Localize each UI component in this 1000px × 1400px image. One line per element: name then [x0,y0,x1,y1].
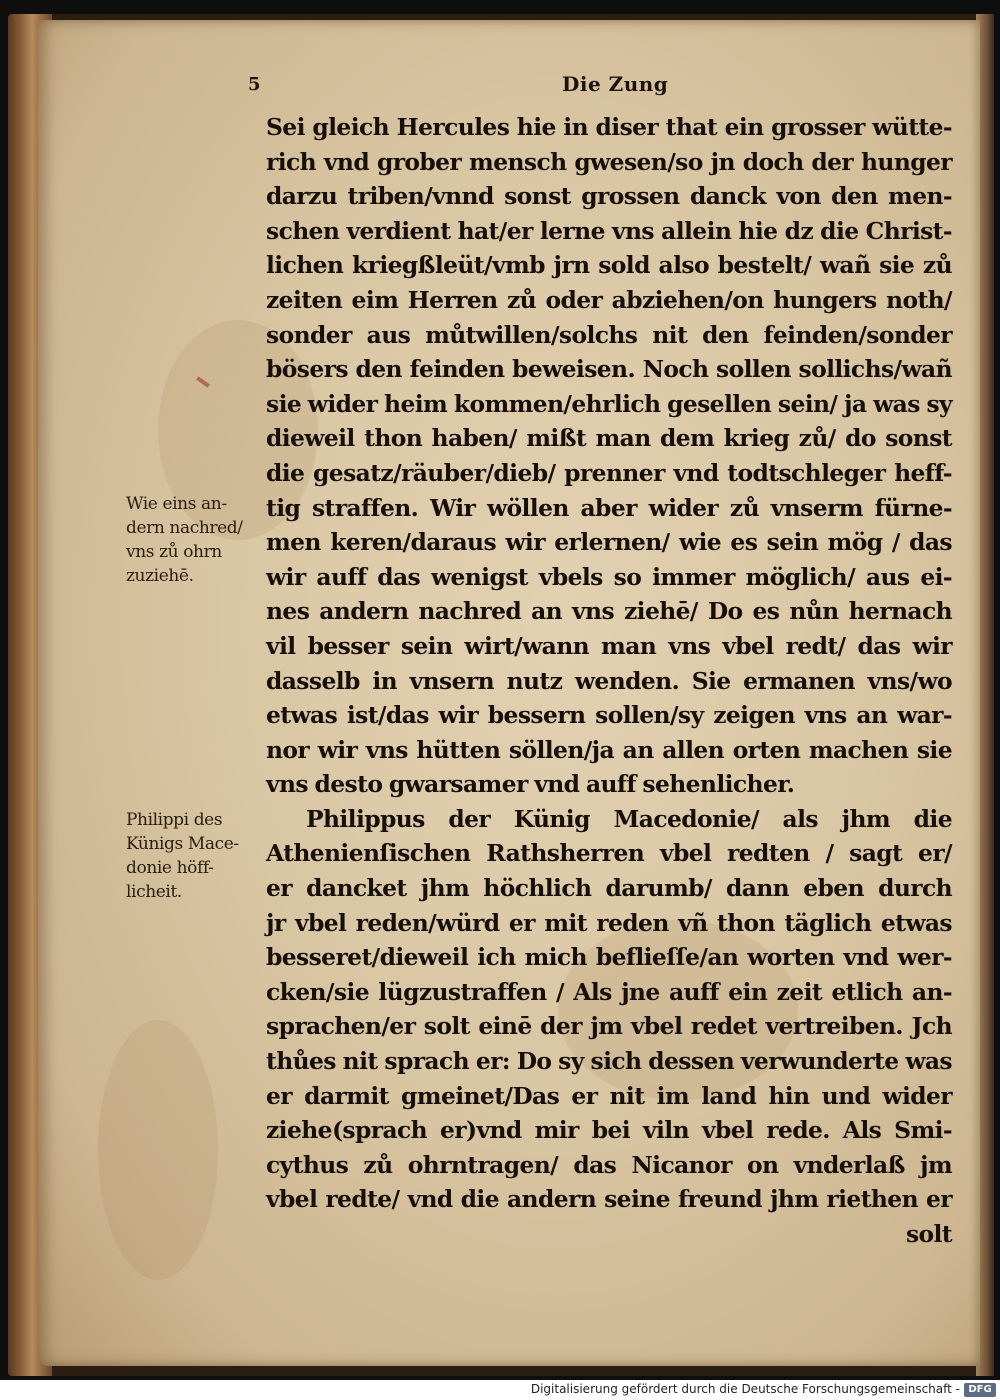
text-line: sie wider heim kommen/ehrlich gesellen sein/ ja was sy [266,389,952,418]
text-line: er dancket jhm höchlich darumb/ dann eben durch [266,874,952,903]
text-line: Sei gleich Hercules hie in diser that ein grosser wütte- [266,113,952,141]
book-scan [8,14,994,1376]
text-line: schen verdient hat/er lerne vns allein hie dz die Christ- [266,216,952,245]
text-line: wir auff das wenigst vbels so immer möglich/ aus ei- [266,562,952,591]
text-line: nes andern nachred an vns ziehē/ Do es nůn hernach [266,597,952,626]
margin-note-line: Philippi des [126,810,223,830]
margin-note-line: vns zů ohrn [126,542,222,562]
margin-note [126,808,291,904]
margin-note-line: Künigs Mace- [126,834,239,854]
margin-note-line: donie höff- [126,858,214,878]
text-line: etwas ist/das wir bessern sollen/sy zeigen vns an war- [266,701,952,730]
body-text [266,110,952,1252]
text-line: vbel redte/ vnd die andern seine freund jhm riethen er [266,1185,952,1214]
margin-note-line: licheit. [126,882,182,902]
text-line: sonder aus můtwillen/solchs nit den feinden/sonder [266,320,952,349]
text-line: rich vnd grober mensch gwesen/so jn doch der hunger [266,147,952,176]
margin-note [126,492,291,588]
running-head [248,72,938,102]
dfg-logo: DFG [964,1383,996,1397]
text-line: sprachen/er solt einē der jm vbel redet vertreiben. Jch [266,1012,952,1041]
text-line: Philippus der Künig Macedonie/ als jhm die [306,804,952,833]
text-line: tig straffen. Wir wöllen aber wider zů vnserm fürne- [266,493,952,522]
footer-bar [0,1380,1000,1400]
text-line: jr vbel reden/würd er mit reden vñ thon täglich etwas [266,908,952,937]
text-line: thůes nit sprach er: Do sy sich dessen verwunderte was [266,1047,952,1076]
catchword: solt [905,1220,952,1248]
text-line: lichen kriegßleüt/vmb jrn sold also bestelt/ wañ sie zů [266,251,952,280]
text-line: dieweil thon haben/ mißt man dem krieg zů/ do sonst [266,424,952,453]
page-number: 5 [248,74,261,95]
margin-note-line: dern nachred/ [126,518,243,538]
text-line: dasselb in vnsern nutz wenden. Sie ermanen vns/wo [266,666,952,695]
margin-note-line: zuziehē. [126,566,194,586]
running-title: Die Zung [562,72,669,96]
text-line: vns desto gwarsamer vnd auff sehenlicher. [266,770,795,799]
text-line: darzu triben/vnnd sonst grossen danck von den men- [266,182,952,211]
funding-credit: Digitalisierung gefördert durch die Deutsche Forschungsgemeinschaft - [530,1382,960,1396]
text-line: zeiten eim Herren zů oder abziehen/on hungers noth/ [266,285,952,314]
text-line: er darmit gmeinet/Das er nit im land hin und wider [266,1081,952,1110]
text-line: nor wir vns hütten söllen/ja an allen orten machen sie [266,735,952,764]
text-line: Athenienſischen Rathsherren vbel redten / sagt er/ [266,839,952,868]
text-line: ziehe(sprach er)vnd mir bei viln vbel rede. Als Smi- [266,1116,952,1145]
text-line: men keren/daraus wir erlernen/ wie es sein mög / das [266,528,952,557]
text-line: bösers den feinden beweisen. Noch sollen sollichs/wañ [266,355,952,384]
text-line: vil besser sein wirt/wann man vns vbel redt/ das wir [266,631,952,660]
text-line: besseret/dieweil ich mich beflieſſe/an worten vnd wer- [266,943,952,972]
text-line: cythus zů ohrntragen/ das Nicanor on vnderlaß jm [266,1150,952,1179]
margin-note-line: Wie eins an- [126,494,227,514]
text-line: die gesatz/räuber/dieb/ prenner vnd todtschleger heff- [266,458,952,487]
text-line: cken/sie lügzustraffen / Als jne auff ein zeit etlich an- [266,977,952,1006]
